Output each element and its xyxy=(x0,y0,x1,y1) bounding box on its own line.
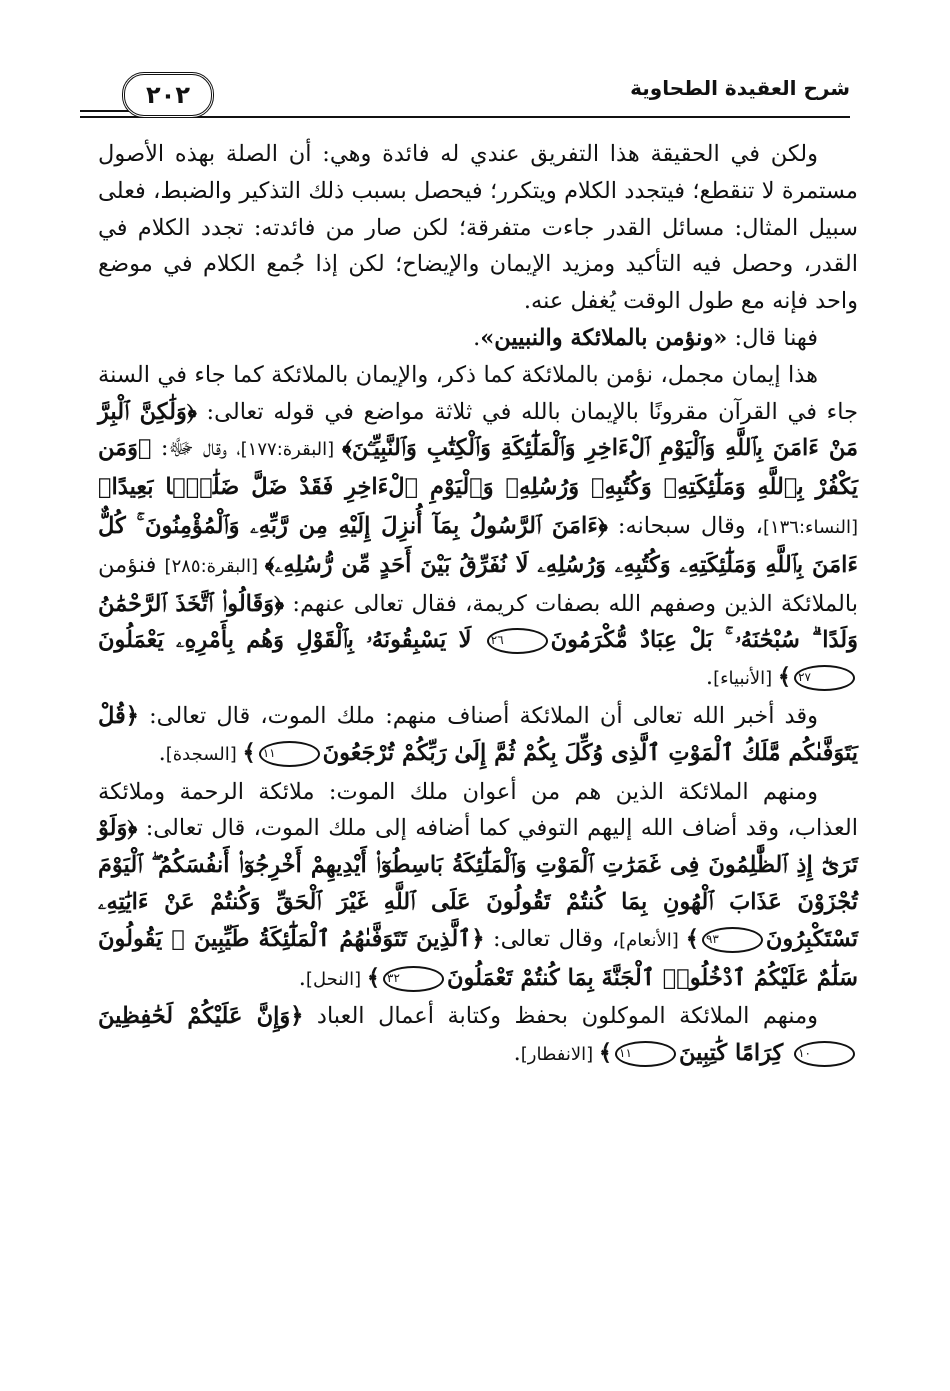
page-number: ٢٠٢ xyxy=(122,72,214,118)
matn-quote: «ونؤمن بالملائكة والنبيين» xyxy=(480,324,728,351)
verse-reference: [الانفطار] xyxy=(520,1044,599,1066)
paragraph-3: هذا إيمان مجمل، نؤمن بالملائكة كما ذكر، والإيمان بالملائكة كما جاء في السنة جاء في القرآن مقرونًا بالإيمان بالله في ثلاثة مواضع في قوله تعالى: ﴿وَلَٰكِنَّ ٱلْبِرَّ مَنْ ءَامَنَ بِٱللَّهِ وَٱلْيَوْمِ ٱلْءَاخِرِ وَٱلْمَلَٰٓئِكَةِ وَٱلْكِتَٰبِ وَٱلنَّبِيِّـۧنَ﴾ [البقرة:١٧٧]، وقال ﷻ: ﴿وَمَن يَكْفُرْ بِٱللَّهِ وَمَلَٰٓئِكَتِهِۦ وَكُتُبِهِۦ وَرُسُلِهِۦ وَٱلْيَوْمِ ٱلْءَاخِرِ فَقَدْ ضَلَّ ضَلَٰلًۢا بَعِيدًا﴾ [النساء:١٣٦]، وقال سبحانه: ﴿ءَامَنَ ٱلرَّسُولُ بِمَآ أُنزِلَ إِلَيْهِ مِن رَّبِّهِۦ وَٱلْمُؤْمِنُونَ ۚ كُلٌّ ءَامَنَ بِٱللَّهِ وَمَلَٰٓئِكَتِهِۦ وَكُتُبِهِۦ وَرُسُلِهِۦ لَا نُفَرِّقُ بَيْنَ أَحَدٍ مِّن رُّسُلِهِۦ﴾ [البقرة:٢٨٥] فنؤمن بالملائكة الذين وصفهم الله بصفات كريمة، فقال تعالى عنهم: ﴿وَقَالُوا۟ ٱتَّخَذَ ٱلرَّحْمَٰنُ وَلَدًا ۗ سُبْحَٰنَهُۥ ۚ بَلْ عِبَادٌ مُّكْرَمُونَ٢٦ لَا يَسْبِقُونَهُۥ بِٱلْقَوْلِ وَهُم بِأَمْرِهِۦ يَعْمَلُونَ٢٧﴾ [الأنبياء]. xyxy=(98,361,858,691)
quran-verse: ﴿وَمَن يَكْفُرْ بِٱللَّهِ وَمَلَٰٓئِكَتِهِۦ وَكُتُبِهِۦ وَرُسُلِهِۦ وَٱلْيَوْمِ ٱلْءَاخِرِ فَقَدْ ضَلَّ ضَلَٰلًۢا بَعِيدًا﴾ xyxy=(98,435,858,501)
verse-reference: [السجدة] xyxy=(165,743,243,765)
paragraph-6: ومنهم الملائكة الموكلون بحفظ وكتابة أعمال العباد ﴿وَإِنَّ عَلَيْكُمْ لَحَٰفِظِينَ١٠ كِرَامًا كَٰتِبِينَ١١﴾ [الانفطار]. xyxy=(98,998,858,1074)
ayah-number-marker: ١١ xyxy=(259,741,320,767)
quran-verse: ﴿ٱلَّذِينَ تَتَوَفَّىٰهُمُ ٱلْمَلَٰٓئِكَةُ طَيِّبِينَ ۙ يَقُولُونَ سَلَٰمٌ عَلَيْكُمُ ٱدْخُلُوا۟ ٱلْجَنَّةَ بِمَا كُنتُمْ تَعْمَلُونَ xyxy=(98,925,858,991)
verse-reference: [البقرة:٢٨٥] xyxy=(164,555,265,577)
verse-reference: [البقرة:١٧٧] xyxy=(240,439,342,461)
paragraph-4: وقد أخبر الله تعالى أن الملائكة أصناف منهم: ملك الموت، قال تعالى: ﴿قُلْ يَتَوَفَّىٰكُم مَّلَكُ ٱلْمَوْتِ ٱلَّذِى وُكِّلَ بِكُمْ ثُمَّ إِلَىٰ رَبِّكُمْ تُرْجَعُونَ١١﴾ [السجدة]. xyxy=(98,702,858,766)
quran-verse: ﴿قُلْ يَتَوَفَّىٰكُم مَّلَكُ ٱلْمَوْتِ ٱلَّذِى وُكِّلَ بِكُمْ ثُمَّ إِلَىٰ رَبِّكُمْ تُرْجَعُونَ xyxy=(98,702,858,766)
verse-reference: [النحل] xyxy=(305,968,367,990)
quran-verse: لَا يَسْبِقُونَهُۥ بِٱلْقَوْلِ وَهُم بِأَمْرِهِۦ يَعْمَلُونَ xyxy=(98,627,484,654)
paragraph-5: ومنهم الملائكة الذين هم من أعوان ملك الموت: ملائكة الرحمة وملائكة العذاب، وقد أضاف الله إليهم التوفي كما أضافه إلى ملك الموت، قال تعالى: ﴿وَلَوْ تَرَىٰٓ إِذِ ٱلظَّٰلِمُونَ فِى غَمَرَٰتِ ٱلْمَوْتِ وَٱلْمَلَٰٓئِكَةُ بَاسِطُوٓا۟ أَيْدِيهِمْ أَخْرِجُوٓا۟ أَنفُسَكُمُ ۖ ٱلْيَوْمَ تُجْزَوْنَ عَذَابَ ٱلْهُونِ بِمَا كُنتُمْ تَقُولُونَ عَلَى ٱللَّهِ غَيْرَ ٱلْحَقِّ وَكُنتُمْ عَنْ ءَايَٰتِهِۦ تَسْتَكْبِرُونَ٩٣﴾ [الأنعام]، وقال تعالى: ﴿ٱلَّذِينَ تَتَوَفَّىٰهُمُ ٱلْمَلَٰٓئِكَةُ طَيِّبِينَ ۙ يَقُولُونَ سَلَٰمٌ عَلَيْكُمُ ٱدْخُلُوا۟ ٱلْجَنَّةَ بِمَا كُنتُمْ تَعْمَلُونَ٣٢﴾ [النحل]. xyxy=(98,778,859,991)
page-header xyxy=(80,72,850,124)
quran-verse: ﴿وَإِنَّ عَلَيْكُمْ لَحَٰفِظِينَ xyxy=(98,1003,304,1030)
ayah-number-marker: ٢٧ xyxy=(794,665,855,691)
verse-reference: [النساء:١٣٦] xyxy=(762,516,858,538)
page-body xyxy=(98,136,858,1074)
ayah-number-marker: ٢٦ xyxy=(487,628,548,654)
paragraph-1: ولكن في الحقيقة هذا التفريق عندي له فائدة وهي: أن الصلة بهذه الأصول مستمرة لا تنقطع؛ فيتجدد الكلام ويتكرر؛ فيحصل بسبب ذلك التذكير والضبط، فعلى سبيل المثال: مسائل القدر جاءت متفرقة؛ لكن صار من فائدته: تجدد الكلام في القدر، وحصل فيه التأكيد ومزيد الإيمان والإيضاح؛ لكن إذا جُمع الكلام في موضع واحد فإنه مع طول الوقت يُغفل عنه. xyxy=(98,141,858,315)
quran-verse: ﴿ءَامَنَ ٱلرَّسُولُ بِمَآ أُنزِلَ إِلَيْهِ مِن رَّبِّهِۦ وَٱلْمُؤْمِنُونَ ۚ كُلٌّ ءَامَنَ بِٱللَّهِ وَمَلَٰٓئِكَتِهِۦ وَكُتُبِهِۦ وَرُسُلِهِۦ لَا نُفَرِّقُ بَيْنَ أَحَدٍ مِّن رُّسُلِهِۦ﴾ xyxy=(98,512,858,578)
running-title: شرح العقيدة الطحاوية xyxy=(630,76,850,100)
quran-verse: ﴿وَلَوْ تَرَىٰٓ إِذِ ٱلظَّٰلِمُونَ فِى غَمَرَٰتِ ٱلْمَوْتِ وَٱلْمَلَٰٓئِكَةُ بَاسِطُوٓا۟ أَيْدِيهِمْ أَخْرِجُوٓا۟ أَنفُسَكُمُ ۖ ٱلْيَوْمَ تُجْزَوْنَ عَذَابَ ٱلْهُونِ بِمَا كُنتُمْ تَقُولُونَ عَلَى ٱللَّهِ غَيْرَ ٱلْحَقِّ وَكُنتُمْ عَنْ ءَايَٰتِهِۦ تَسْتَكْبِرُونَ xyxy=(98,815,859,952)
quran-verse: ﴿وَلَٰكِنَّ ٱلْبِرَّ مَنْ ءَامَنَ بِٱللَّهِ وَٱلْيَوْمِ ٱلْءَاخِرِ وَٱلْمَلَٰٓئِكَةِ وَٱلْكِتَٰبِ وَٱلنَّبِيِّـۧنَ﴾ xyxy=(98,398,858,462)
ayah-number-marker: ١٠ xyxy=(794,1041,855,1067)
ayah-number-marker: ١١ xyxy=(615,1041,676,1067)
quran-verse: كِرَامًا كَٰتِبِينَ xyxy=(678,1040,792,1067)
quran-verse: ﴿وَقَالُوا۟ ٱتَّخَذَ ٱلرَّحْمَٰنُ وَلَدًا ۗ سُبْحَٰنَهُۥ ۚ بَلْ عِبَادٌ مُّكْرَمُونَ xyxy=(98,590,858,654)
verse-reference: [الأنبياء] xyxy=(713,668,778,690)
verse-reference: [الأنعام] xyxy=(619,929,686,951)
ayah-number-marker: ٣٢ xyxy=(383,966,444,992)
paragraph-2: فهنا قال: «ونؤمن بالملائكة والنبيين». xyxy=(473,324,818,351)
ayah-number-marker: ٩٣ xyxy=(702,927,763,953)
